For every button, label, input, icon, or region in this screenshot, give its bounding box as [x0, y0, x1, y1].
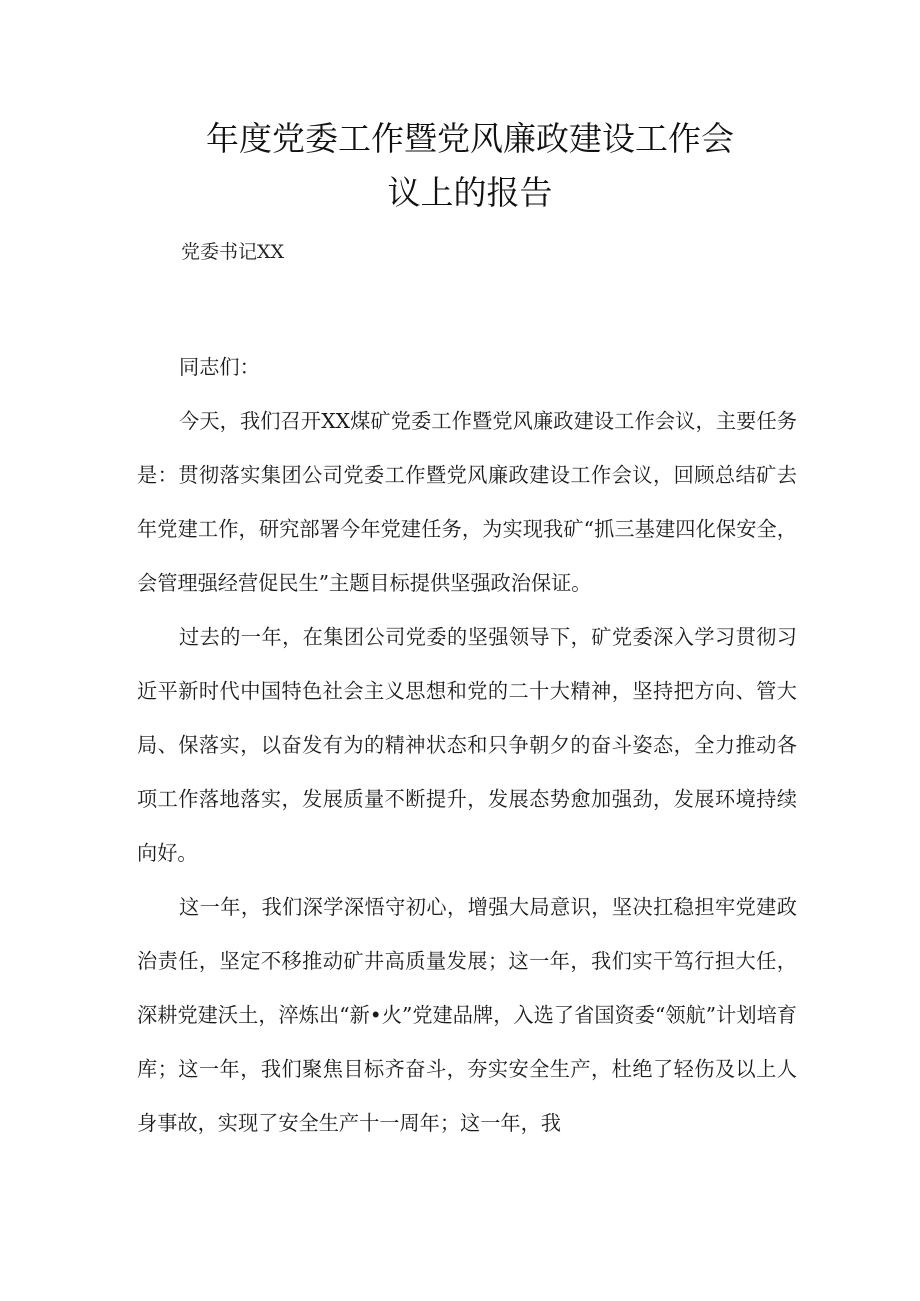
salutation: 同志们： — [179, 355, 260, 379]
paragraph-1: 今天，我们召开XX煤矿党委工作暨党风廉政建设工作会议，主要任务是：贯彻落实集团公司党委工作暨党风廉政建设工作会议，回顾总结矿去年党建工作，研究部署今年党建任务，为实现我矿“抓三基建四化保安全，会管理强经营促民生”主题目标提供坚强政治保证。 — [137, 409, 797, 595]
document-title — [120, 112, 820, 220]
title-line-1: 年度党委工作暨党风廉政建设工作会 — [206, 119, 734, 158]
author-line: 党委书记XX — [181, 241, 285, 263]
paragraph-3: 这一年，我们深学深悟守初心，增强大局意识，坚决扛稳担牢党建政治责任，坚定不移推动矿井高质量发展；这一年，我们实干笃行担大任，深耕党建沃土，淬炼出“新•火”党建品牌，入选了省国资委“领航”计划培育库；这一年，我们聚焦目标齐奋斗，夯实安全生产，杜绝了轻伤及以上人身事故，实现了安全生产十一周年；这一年，我 — [137, 895, 797, 1135]
title-line-2: 议上的报告 — [387, 173, 553, 212]
paragraph-2: 过去的一年，在集团公司党委的坚强领导下，矿党委深入学习贯彻习近平新时代中国特色社会主义思想和党的二十大精神，坚持把方向、管大局、保落实，以奋发有为的精神状态和只争朝夕的奋斗姿态，全力推动各项工作落地落实，发展质量不断提升，发展态势愈加强劲，发展环境持续向好。 — [137, 625, 797, 865]
document-body — [137, 340, 797, 1150]
